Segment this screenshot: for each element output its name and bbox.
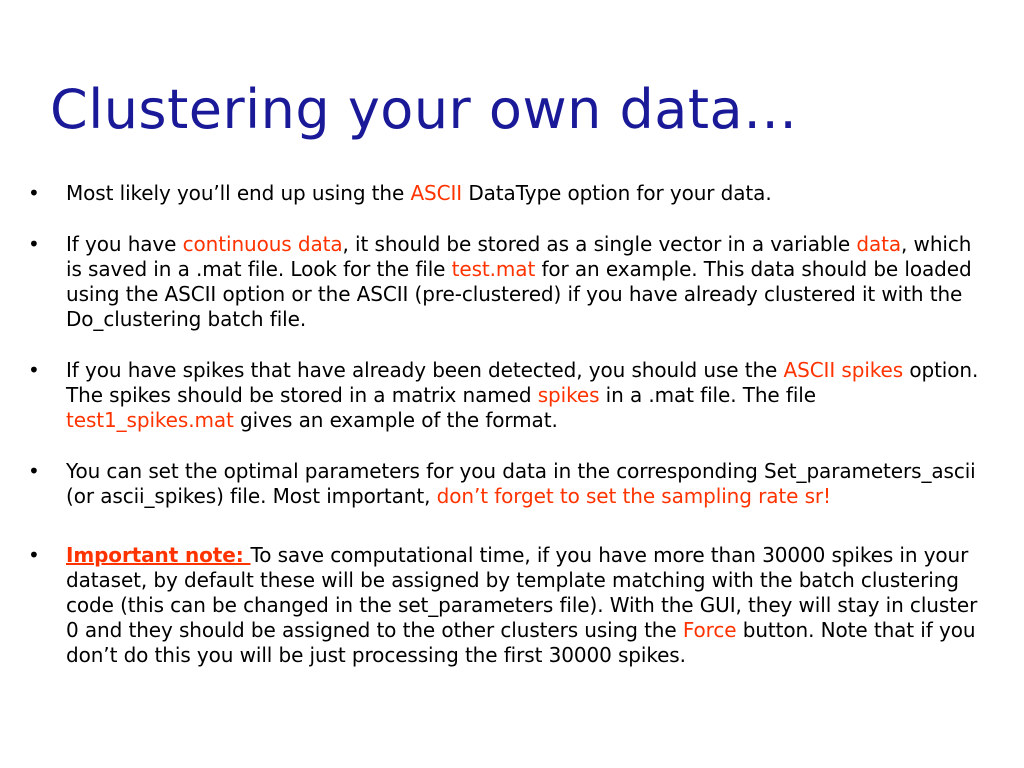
highlight-test1-spikes-mat: test1_spikes.mat: [66, 408, 234, 432]
bullet-item: [28, 358, 988, 433]
highlight-continuous-data: continuous data: [182, 232, 343, 256]
bullet-text: , it should be stored as a single vector in a variable: [342, 232, 857, 256]
bullet-dot: •: [28, 181, 40, 205]
bullet-text: DataType option for your data.: [462, 181, 772, 205]
bullet-dot: •: [28, 358, 40, 382]
highlight-test-mat: test.mat: [451, 257, 536, 281]
bullet-item: [28, 232, 988, 332]
bullet-dot: •: [28, 232, 40, 256]
bullet-item: [28, 181, 988, 206]
bullet-text: To save computational time, if you have more than 30000 spikes in your dataset, by default these will be assigned by template matching with the batch clustering code (this can be changed in the set_parameters file). With the GUI, they will stay in cluster 0 and they should be assigned to the other clusters using the: [66, 543, 978, 642]
highlight-force: Force: [682, 618, 737, 642]
bullet-text: Most likely you’ll end up using the: [66, 181, 411, 205]
bullet-text: button. Note that if you don’t do this you will be just processing the first 30000 spikes.: [66, 618, 976, 667]
highlight-sampling-rate: don’t forget to set the sampling rate sr!: [436, 484, 831, 508]
bullet-list: [28, 181, 988, 668]
highlight-spikes: spikes: [537, 383, 600, 407]
bullet-text: gives an example of the format.: [233, 408, 558, 432]
bullet-text: If you have spikes that have already been detected, you should use the: [66, 358, 784, 382]
bullet-item: [28, 459, 988, 509]
bullet-text: in a .mat file. The file: [599, 383, 816, 407]
bullet-item: [28, 543, 988, 668]
bullet-text: for an example. This data should be loaded using the ASCII option or the ASCII (pre-clustered) if you have already clustered it with the Do_clustering batch file.: [66, 257, 972, 331]
highlight-ascii: ASCII: [410, 181, 463, 205]
bullet-text: You can set the optimal parameters for you data in the corresponding Set_parameters_ascii (or ascii_spikes) file. Most important,: [66, 459, 976, 508]
slide-title: Clustering your own data…: [50, 78, 798, 141]
bullet-text: option. The spikes should be stored in a matrix named: [66, 358, 979, 407]
important-note-label: Important note:: [66, 543, 251, 567]
bullet-dot: •: [28, 543, 40, 567]
highlight-data: data: [856, 232, 902, 256]
bullet-text: , which is saved in a .mat file. Look for the file: [66, 232, 972, 281]
bullet-dot: •: [28, 459, 40, 483]
highlight-ascii-spikes: ASCII spikes: [783, 358, 904, 382]
bullet-text: If you have: [66, 232, 183, 256]
